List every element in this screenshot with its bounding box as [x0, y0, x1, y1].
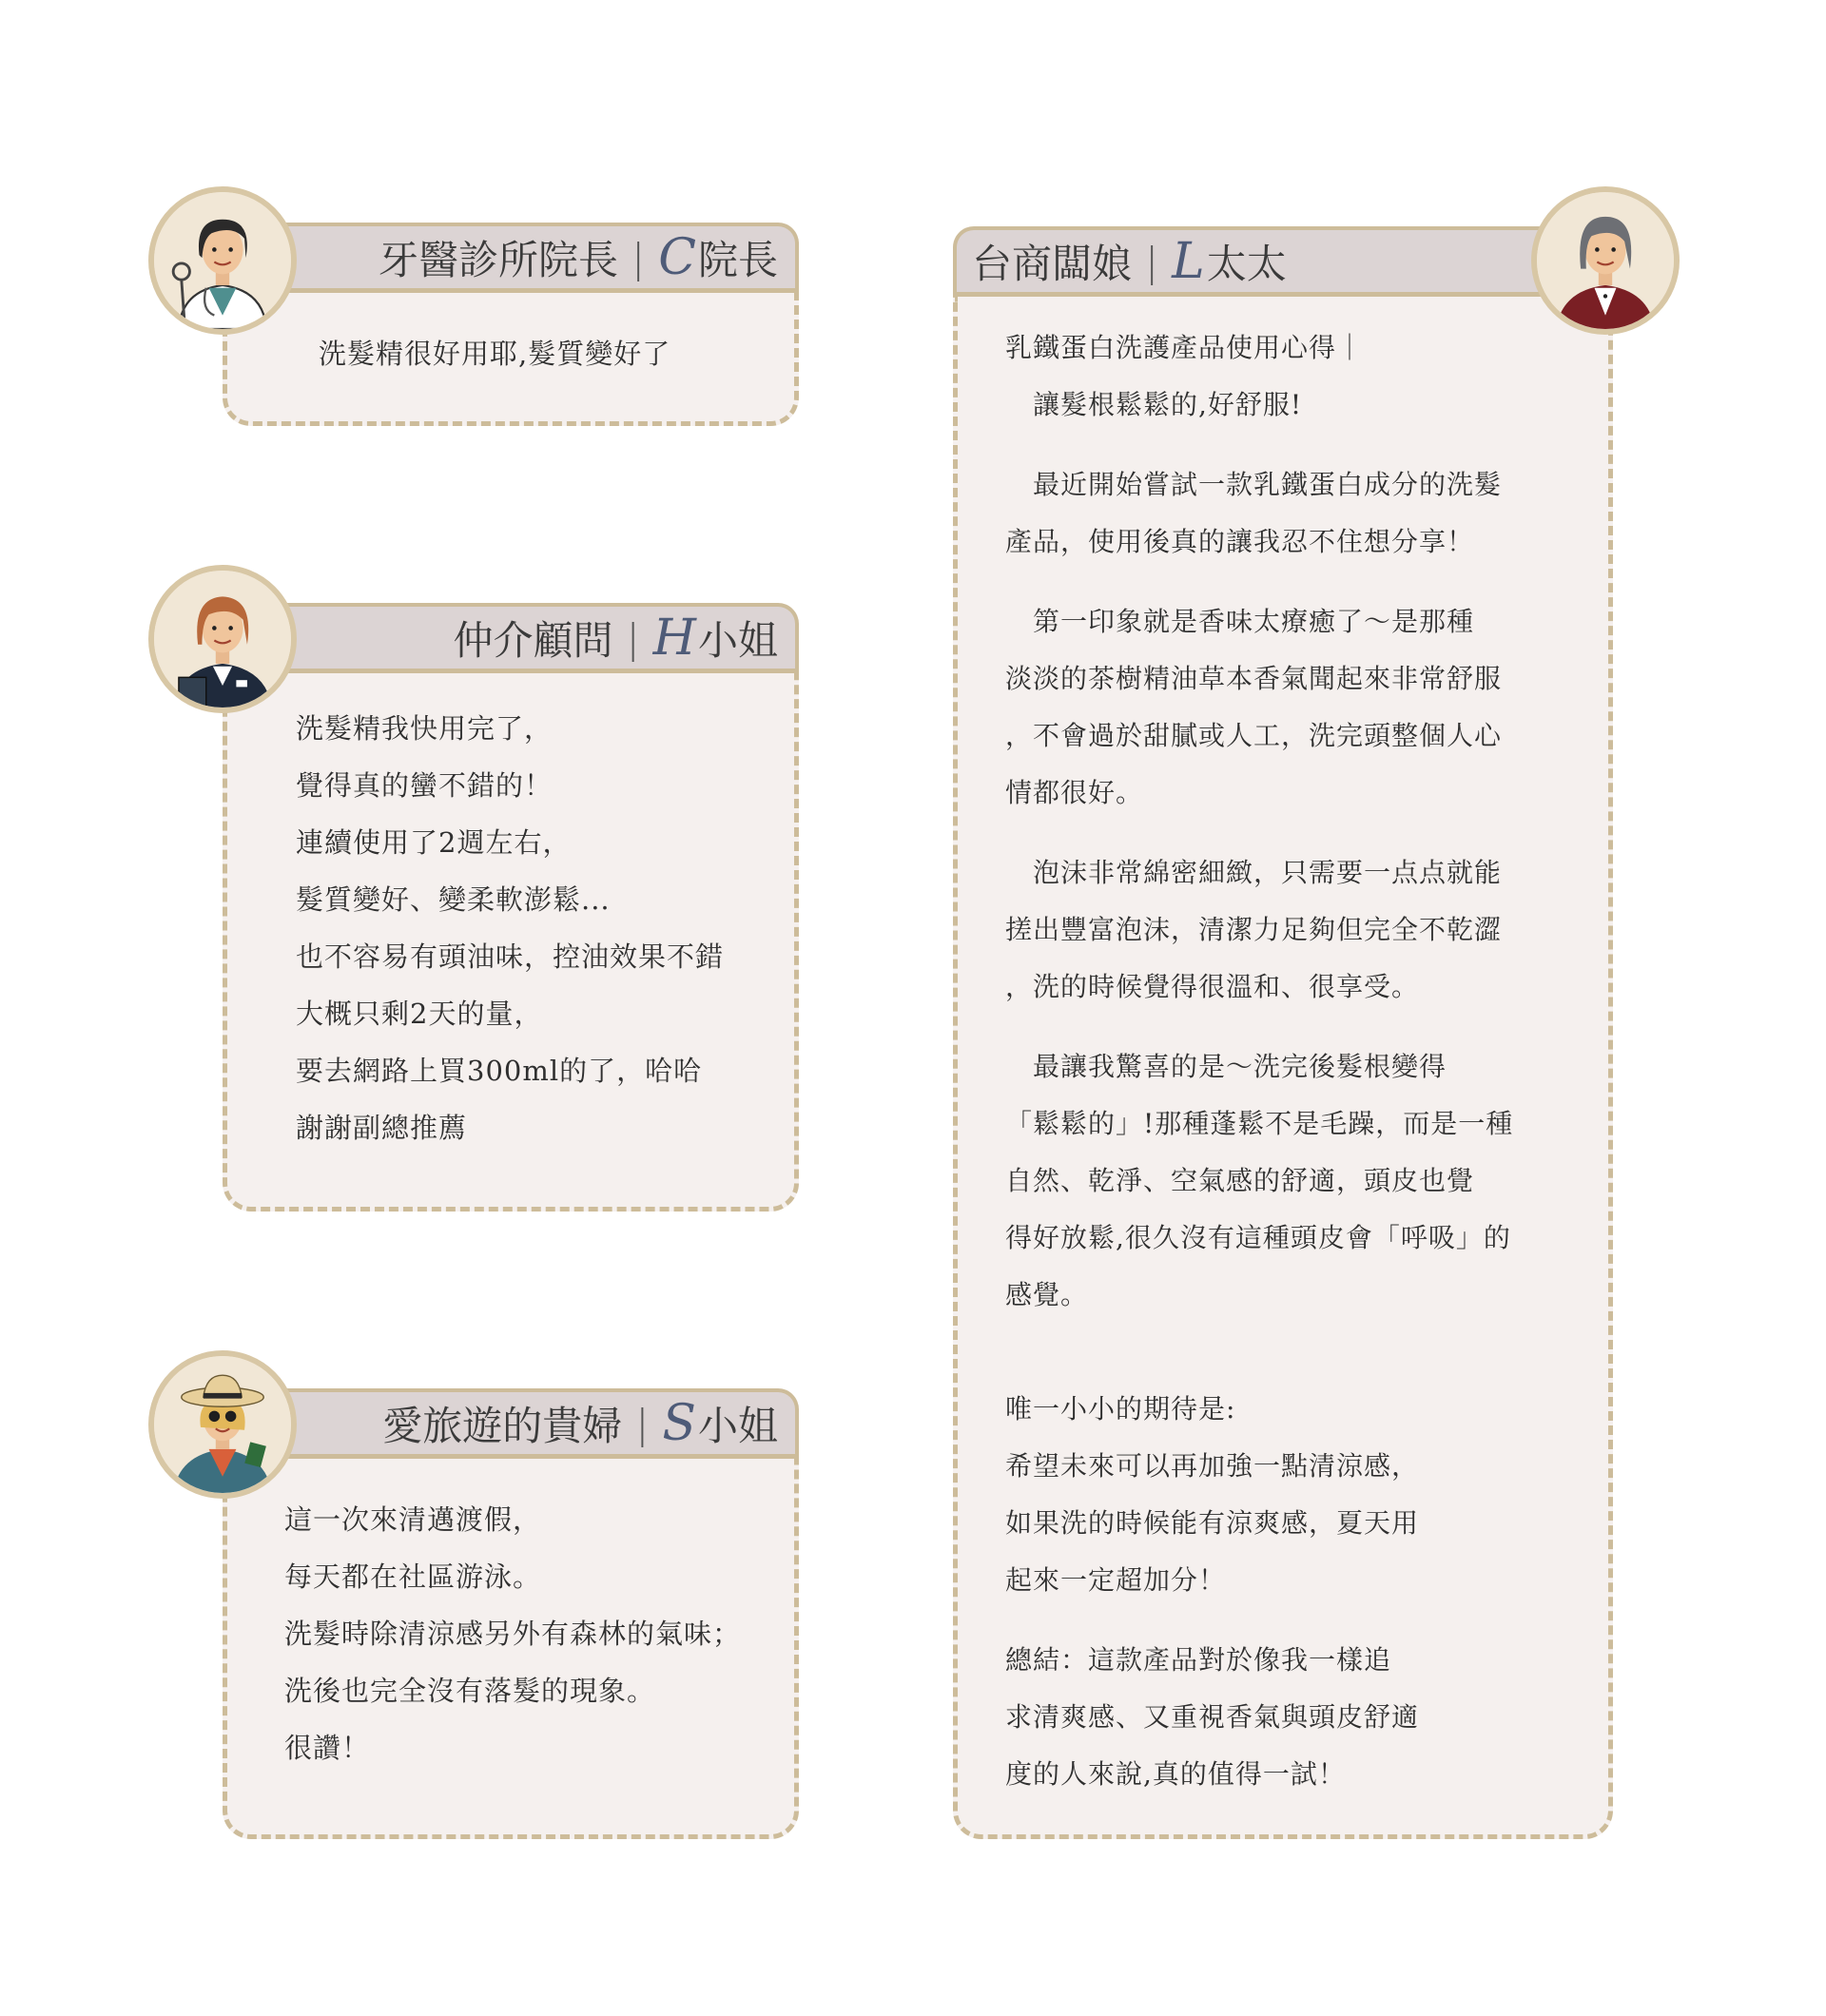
testimonial-line: 也不容易有頭油味，控油效果不錯 [296, 940, 725, 973]
card-title [972, 230, 1287, 293]
testimonial-line: 搓出豐富泡沫，清潔力足夠但完全不乾澀 [1005, 914, 1503, 945]
paragraph [1005, 1381, 1576, 1609]
testimonial-line: 乳鐵蛋白洗護產品使用心得｜ [1005, 332, 1365, 363]
testimonial-line: 要去網路上買300ml的了，哈哈 [296, 1055, 703, 1087]
testimonial-line: 如果洗的時候能有涼爽感，夏天用 [1005, 1507, 1420, 1539]
testimonial-card-l [953, 226, 1613, 1839]
testimonial-line: 情都很好。 [1005, 777, 1144, 808]
paragraph [1005, 1038, 1576, 1324]
testimonial-line: 度的人來說,真的值得一試！ [1005, 1758, 1346, 1790]
testimonial-line: 洗後也完全沒有落髮的現象。 [284, 1675, 656, 1707]
card-initial: H [652, 610, 696, 667]
paragraph [1005, 320, 1576, 434]
card-suffix: 太太 [1206, 241, 1287, 287]
avatar-businesswoman [1531, 186, 1680, 335]
testimonial-line: 洗髮精很好用耶,髮質變好了 [319, 338, 671, 370]
paragraph [1005, 844, 1576, 1016]
card-header [223, 223, 799, 293]
card-suffix: 小姐 [697, 1403, 778, 1449]
testimonial-line: 覺得真的蠻不錯的！ [296, 769, 554, 802]
card-body [223, 1459, 799, 1839]
card-title [382, 1392, 778, 1455]
testimonial-line: 淡淡的茶樹精油草本香氣聞起來非常舒服 [1005, 663, 1503, 694]
testimonial-line: 謝謝副總推薦 [296, 1112, 468, 1144]
title-separator: | [635, 1400, 650, 1447]
testimonial-line: 起來一定超加分！ [1005, 1564, 1227, 1596]
card-role: 愛旅遊的貴婦 [382, 1403, 623, 1449]
testimonial-card-c [223, 223, 799, 426]
testimonial-line: ，不會過於甜膩或人工，洗完頭整個人心 [1005, 720, 1503, 751]
card-initial: S [662, 1395, 696, 1452]
card-suffix: 院長 [697, 237, 778, 283]
testimonial-line: 唯一小小的期待是: [1005, 1393, 1236, 1425]
card-initial: C [658, 229, 696, 286]
testimonial-card-h [223, 603, 799, 1212]
testimonial-line: 洗髮精我快用完了， [296, 712, 554, 745]
testimonial-line: 洗髮時除清涼感另外有森林的氣味； [284, 1618, 742, 1650]
title-separator: | [1145, 238, 1159, 285]
testimonial-line: 得好放鬆,很久沒有這種頭皮會「呼吸」的 [1005, 1222, 1511, 1253]
title-separator: | [631, 234, 646, 281]
testimonial-line: 自然、乾淨、空氣感的舒適，頭皮也覺 [1005, 1165, 1475, 1196]
testimonial-line: 感覺。 [1005, 1279, 1089, 1310]
testimonial-line: 總結：這款產品對於像我一樣追 [1005, 1644, 1392, 1676]
testimonial-line: 第一印象就是香味太療癒了～是那種 [1005, 606, 1475, 637]
testimonial-line: 讓髮根鬆鬆的,好舒服! [1005, 389, 1303, 420]
card-header [223, 603, 799, 673]
testimonial-line: 求清爽感、又重視香氣與頭皮舒適 [1005, 1701, 1420, 1733]
card-body [953, 297, 1613, 1839]
testimonial-card-s [223, 1388, 799, 1839]
testimonial-line: 最近開始嘗試一款乳鐵蛋白成分的洗髮 [1005, 469, 1503, 500]
testimonial-line: 這一次來清邁渡假， [284, 1503, 542, 1536]
card-title [453, 607, 778, 669]
title-separator: | [626, 614, 640, 662]
card-initial: L [1172, 233, 1205, 290]
avatar-agent [148, 565, 297, 713]
card-header [223, 1388, 799, 1459]
paragraph [1005, 1632, 1576, 1803]
card-role: 仲介顧問 [453, 617, 613, 664]
avatar-traveller [148, 1350, 297, 1499]
card-body [223, 673, 799, 1212]
testimonial-line: ，洗的時候覺得很溫和、很享受。 [1005, 971, 1420, 1002]
testimonial-line: 大概只剩2天的量， [296, 998, 543, 1030]
testimonial-line: 泡沫非常綿密細緻，只需要一点点就能 [1005, 857, 1503, 888]
card-title [379, 226, 778, 289]
testimonial-line: 髮質變好、變柔軟澎鬆... [296, 883, 611, 916]
card-suffix: 小姐 [697, 617, 778, 664]
paragraph [1005, 593, 1576, 822]
testimonial-line: 連續使用了2週左右， [296, 826, 572, 859]
card-header [953, 226, 1613, 297]
testimonial-line: 「鬆鬆的」!那種蓬鬆不是毛躁，而是一種 [1005, 1108, 1514, 1139]
paragraph [1005, 456, 1576, 571]
testimonial-line: 很讚！ [284, 1732, 371, 1764]
card-role: 台商闆娘 [972, 241, 1133, 287]
testimonial-line: 產品，使用後真的讓我忍不住想分享！ [1005, 526, 1475, 557]
avatar-dentist [148, 186, 297, 335]
testimonial-line: 希望未來可以再加強一點清涼感， [1005, 1450, 1420, 1482]
testimonial-line: 每天都在社區游泳。 [284, 1560, 542, 1593]
testimonial-line: 最讓我驚喜的是～洗完後髮根變得 [1005, 1051, 1447, 1082]
card-body [223, 293, 799, 426]
card-role: 牙醫診所院長 [379, 237, 619, 283]
